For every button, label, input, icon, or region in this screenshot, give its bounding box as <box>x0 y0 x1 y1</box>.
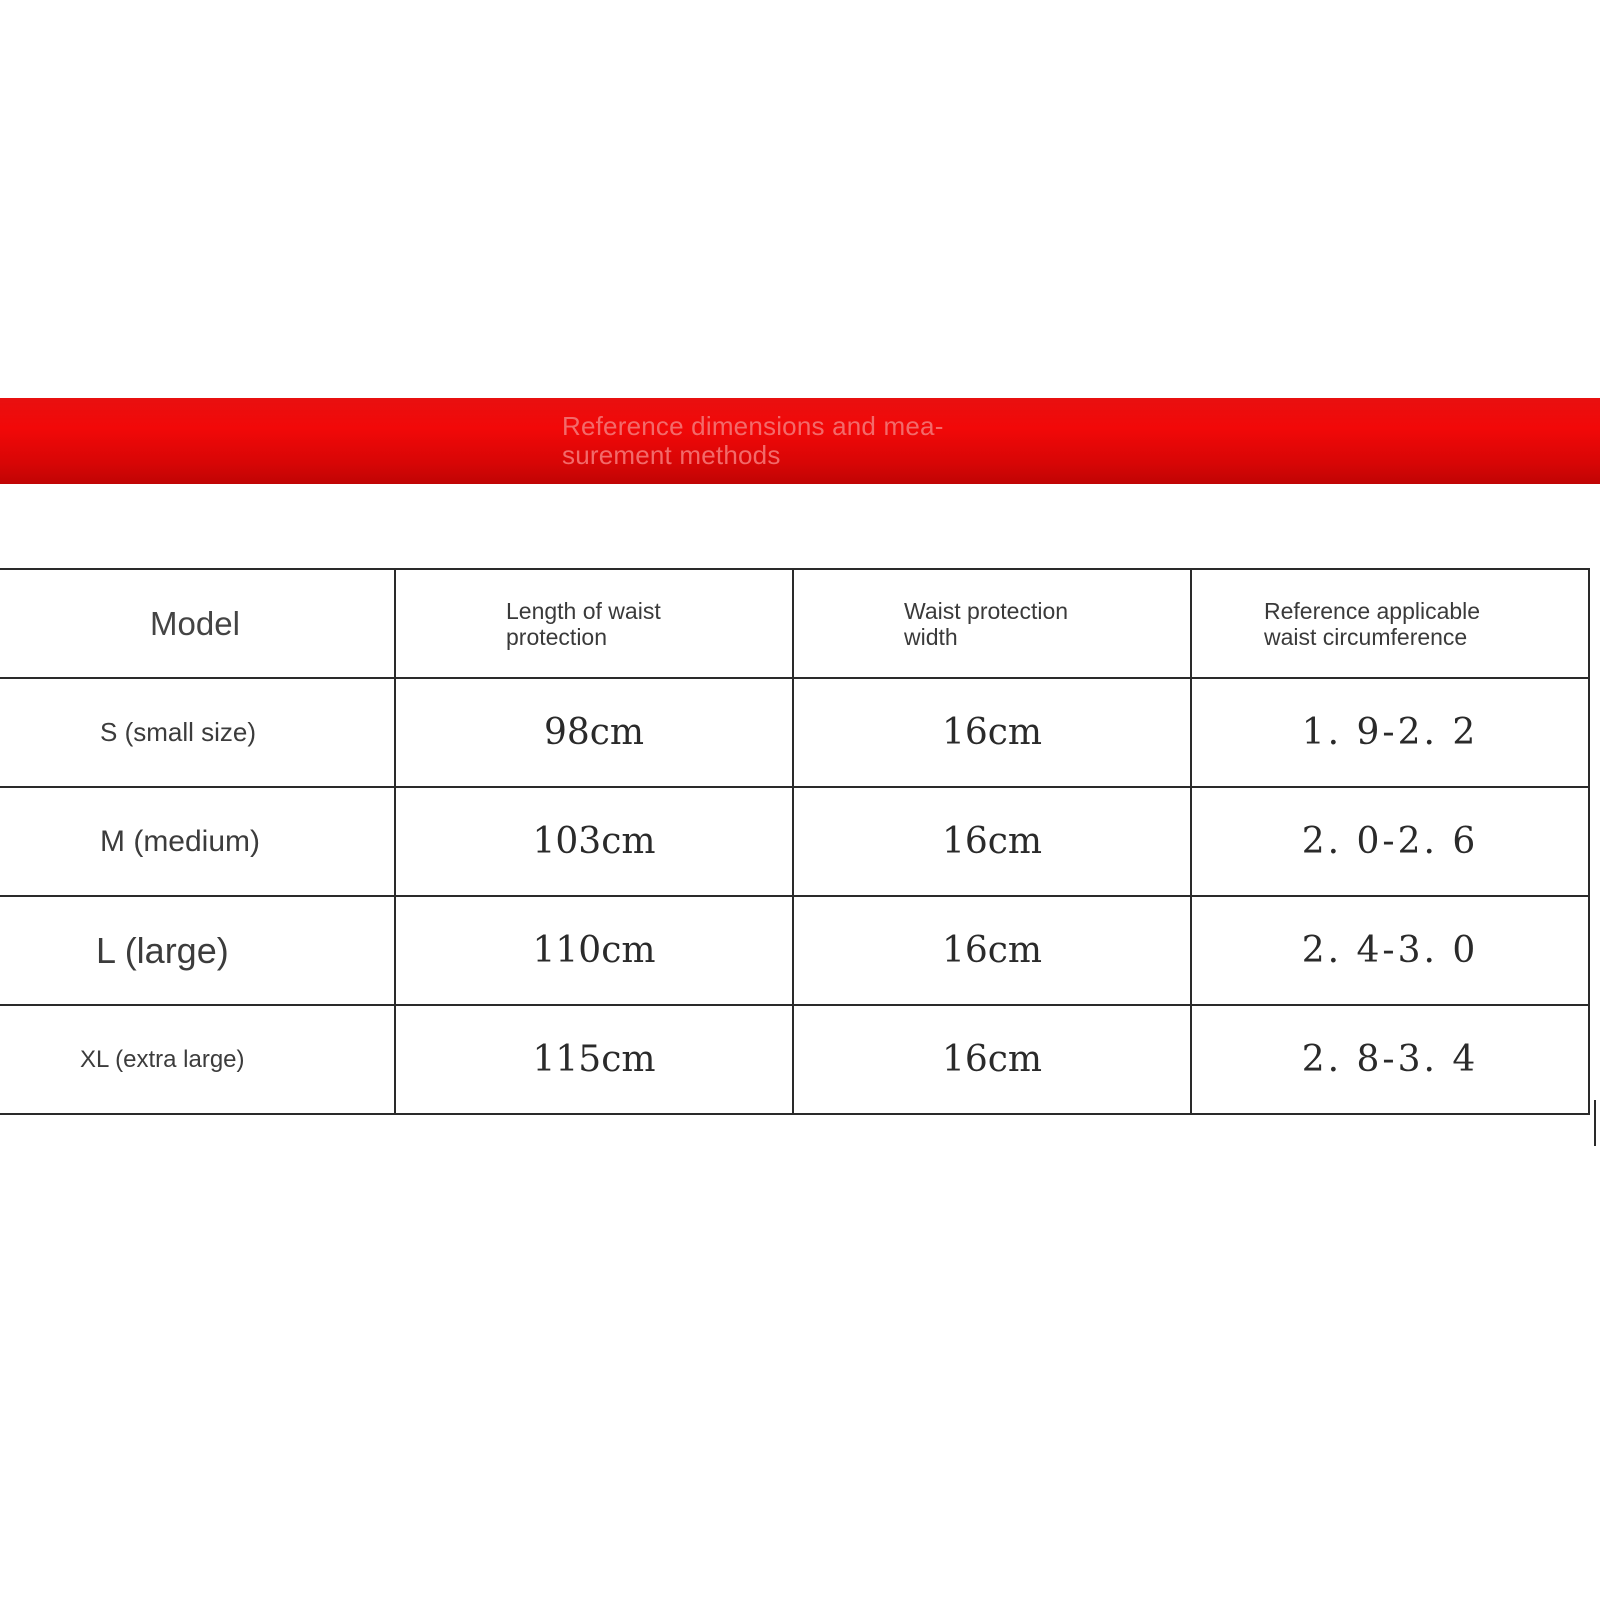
width-cell: 16cm <box>793 1005 1191 1114</box>
model-cell: S (small size) <box>0 678 395 787</box>
width-cell: 16cm <box>793 896 1191 1005</box>
table-header-row <box>0 569 1589 678</box>
table-row <box>0 678 1589 787</box>
model-cell: M (medium) <box>0 787 395 896</box>
reference-cell: 2. 8-3. 4 <box>1191 1005 1589 1114</box>
model-cell: XL (extra large) <box>0 1005 395 1114</box>
reference-cell: 2. 4-3. 0 <box>1191 896 1589 1005</box>
width-cell: 16cm <box>793 678 1191 787</box>
length-cell: 98cm <box>395 678 793 787</box>
header-model: Model <box>0 569 395 678</box>
size-chart-table <box>0 568 1590 1115</box>
header-width: Waist protection width <box>793 569 1191 678</box>
model-cell: L (large) <box>0 896 395 1005</box>
table-border-tail <box>1594 1100 1596 1146</box>
reference-cell: 2. 0-2. 6 <box>1191 787 1589 896</box>
banner-title: Reference dimensions and mea- surement methods <box>562 411 944 470</box>
length-cell: 110cm <box>395 896 793 1005</box>
header-reference: Reference applicable waist circumference <box>1191 569 1589 678</box>
title-banner <box>0 398 1600 484</box>
width-cell: 16cm <box>793 787 1191 896</box>
table-row <box>0 896 1589 1005</box>
length-cell: 103cm <box>395 787 793 896</box>
header-length: Length of waist protection <box>395 569 793 678</box>
reference-cell: 1. 9-2. 2 <box>1191 678 1589 787</box>
table-row <box>0 1005 1589 1114</box>
length-cell: 115cm <box>395 1005 793 1114</box>
table-row <box>0 787 1589 896</box>
